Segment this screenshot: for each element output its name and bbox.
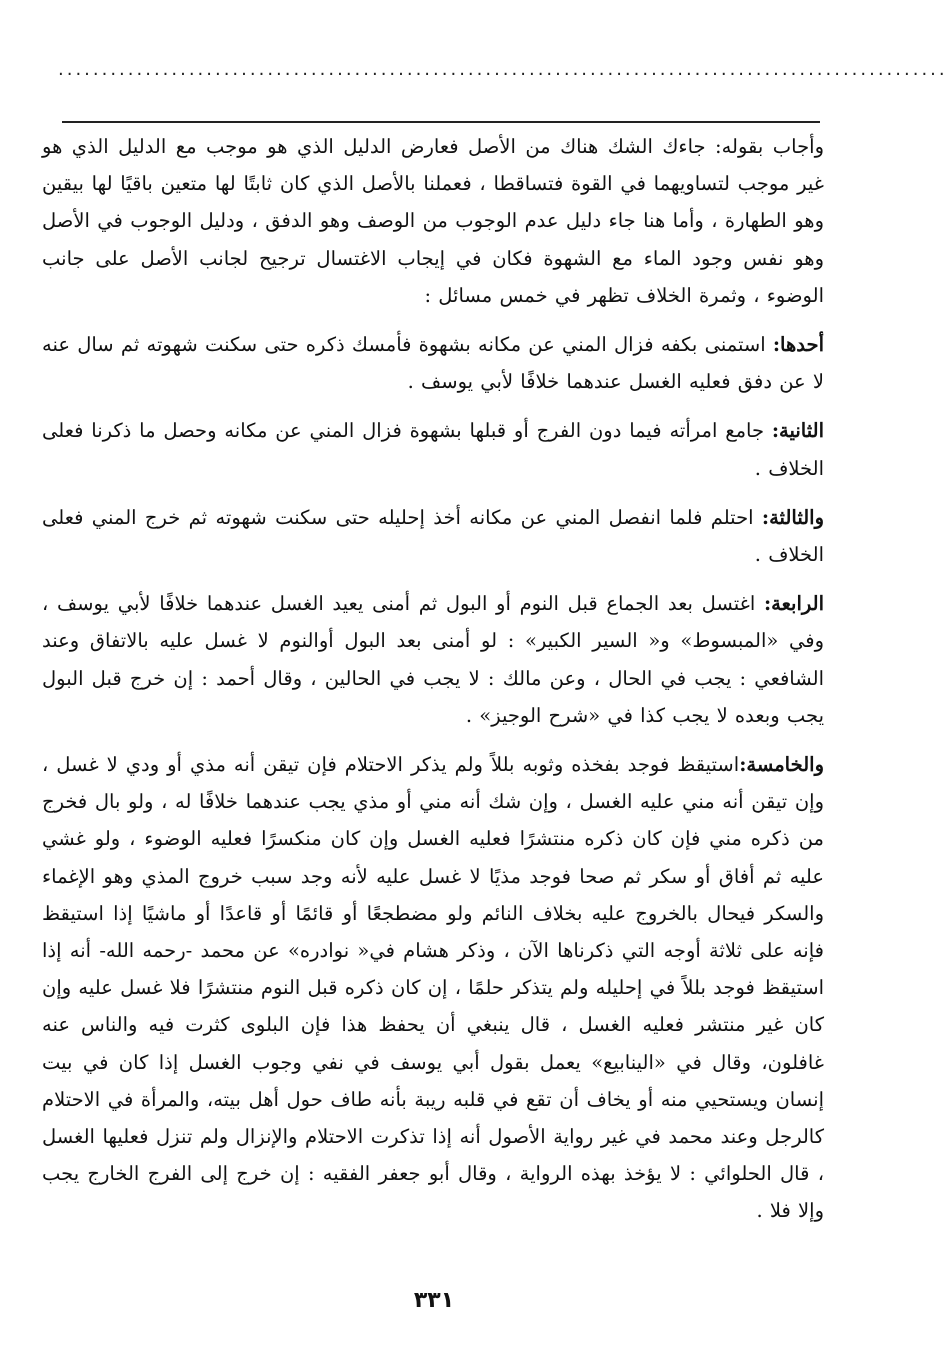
paragraph-fourth-issue — [42, 585, 824, 734]
paragraph-lead: الثانية: — [771, 419, 824, 443]
paragraph-second-issue — [42, 412, 824, 486]
paragraph-text: اغتسل بعد الجماع قبل النوم أو البول ثم أمنى يعيد الغسل عندهما خلافًا لأبي يوسف ، وفي «المبسوط» و« السير الكبير» : لو أمنى بعد البول أوالنوم لا غسل عليه بالاتفاق وعند الشافعي : يجب في الحال ، وعن مالك : لا يجب في الحالين ، وقال أحمد : إن خرج قبل البول يجب وبعده لا يجب كذا في «شرح الوجيز» . — [42, 592, 824, 727]
paragraph-third-issue — [42, 499, 824, 573]
paragraph-text: احتلم فلما انفصل المني عن مكانه أخذ إحليله حتى سكنت شهوته ثم خرج المني فعلى الخلاف . — [42, 505, 824, 567]
paragraph-first-issue — [42, 326, 824, 400]
paragraph-lead: الرابعة: — [763, 592, 824, 616]
paragraph-lead: والخامسة: — [739, 753, 824, 777]
page-body — [42, 128, 824, 1238]
paragraph-lead: أحدها: — [772, 333, 824, 357]
page-number: ٣٣١ — [413, 1288, 455, 1313]
paragraph-answer — [42, 128, 824, 314]
paragraph-text: استمنى بكفه فزال المني عن مكانه بشهوة فأمسك ذكره حتى سكنت شهوته ثم سال عنه لا عن دفق فعليه الغسل عندهما خلافًا لأبي يوسف . — [42, 333, 824, 394]
paragraph-text: جامع امرأته فيما دون الفرج أو قبلها بشهوة فزال المني عن مكانه وحصل ما ذكرنا فعلى الخلاف . — [42, 419, 824, 480]
paragraph-text: وأجاب بقوله: جاءك الشك هناك من الأصل فعارض الدليل الذي هو موجب مع الدليل الذي هو غير موجب لتساويهما في القوة فتساقطا ، فعملنا بالأصل الذي كان ثابتًا لها متعين باقيًا لها بيقين وهو الطهارة ، وأما هنا جاء دليل عدم الوجوب من الوصف وهو الدفق ، ودليل الوجوب في الأصل وهو نفس وجود الماء مع الشهوة فكان في إيجاب الاغتسال ترجيح لجانب الأصل على جانب الوضوء ، وثمرة الخلاف تظهر في خمس مسائل : — [42, 135, 824, 307]
footnote-rule — [62, 121, 820, 123]
dotted-separator: ...................................................................................................... — [58, 59, 948, 80]
paragraph-fifth-issue — [42, 746, 824, 1230]
paragraph-lead: والثالثة: — [761, 505, 824, 529]
paragraph-text: استيقظ فوجد بفخذه وثوبه بللاً ولم يذكر الاحتلام فإن تيقن أنه مذي أو ودي لا غسل ، وإن تيقن أنه مني عليه الغسل ، وإن شك أنه مني أو مذي يجب عندهما خلافًا له ، ولو بال فخرج من ذكره مني فإن كان ذكره منتشرًا فعليه الغسل وإن كان منكسرًا فعليه الوضوء ، ولو غشي عليه ثم أفاق أو سكر ثم صحا فوجد مذيًا لا غسل عليه لأنه وجد سبب خروج المذي وهو الإغماء والسكر فيحال بالخروج عليه بخلاف النائم ولو مضطجعًا أو قائمًا أو قاعدًا أو ماشيًا إذا استيقظ فإنه على ثلاثة أوجه التي ذكرناها الآن ، وذكر هشام في« نوادره» عن محمد -رحمه الله- أنه إذا استيقظ فوجد بللاً في إحليله ولم يتذكر حلمًا ، إن كان ذكره قبل النوم منتشرًا فلا غسل عليه وإن كان غير منتشر فعليه الغسل ، قال ينبغي أن يحفظ هذا فإن البلوى كثرت فيه والناس عنه غافلون، وقال في «الينابيع» يعمل بقول أبي يوسف في نفي وجوب الغسل إذا كان في بيت إنسان ويستحيي منه أو يخاف أن تقع في قلبه ريبة بأنه طاف حول أهل بيته، والمرأة في الاحتلام كالرجل وعند محمد في غير رواية الأصول أنه إذا تذكرت الاحتلام والإنزال ولم تنزل فعليها الغسل ، قال الحلوائي : لا يؤخذ بهذه الرواية ، وقال أبو جعفر الفقيه : إن خرج إلى الفرج الخارج يجب وإلا فلا . — [42, 753, 824, 1223]
